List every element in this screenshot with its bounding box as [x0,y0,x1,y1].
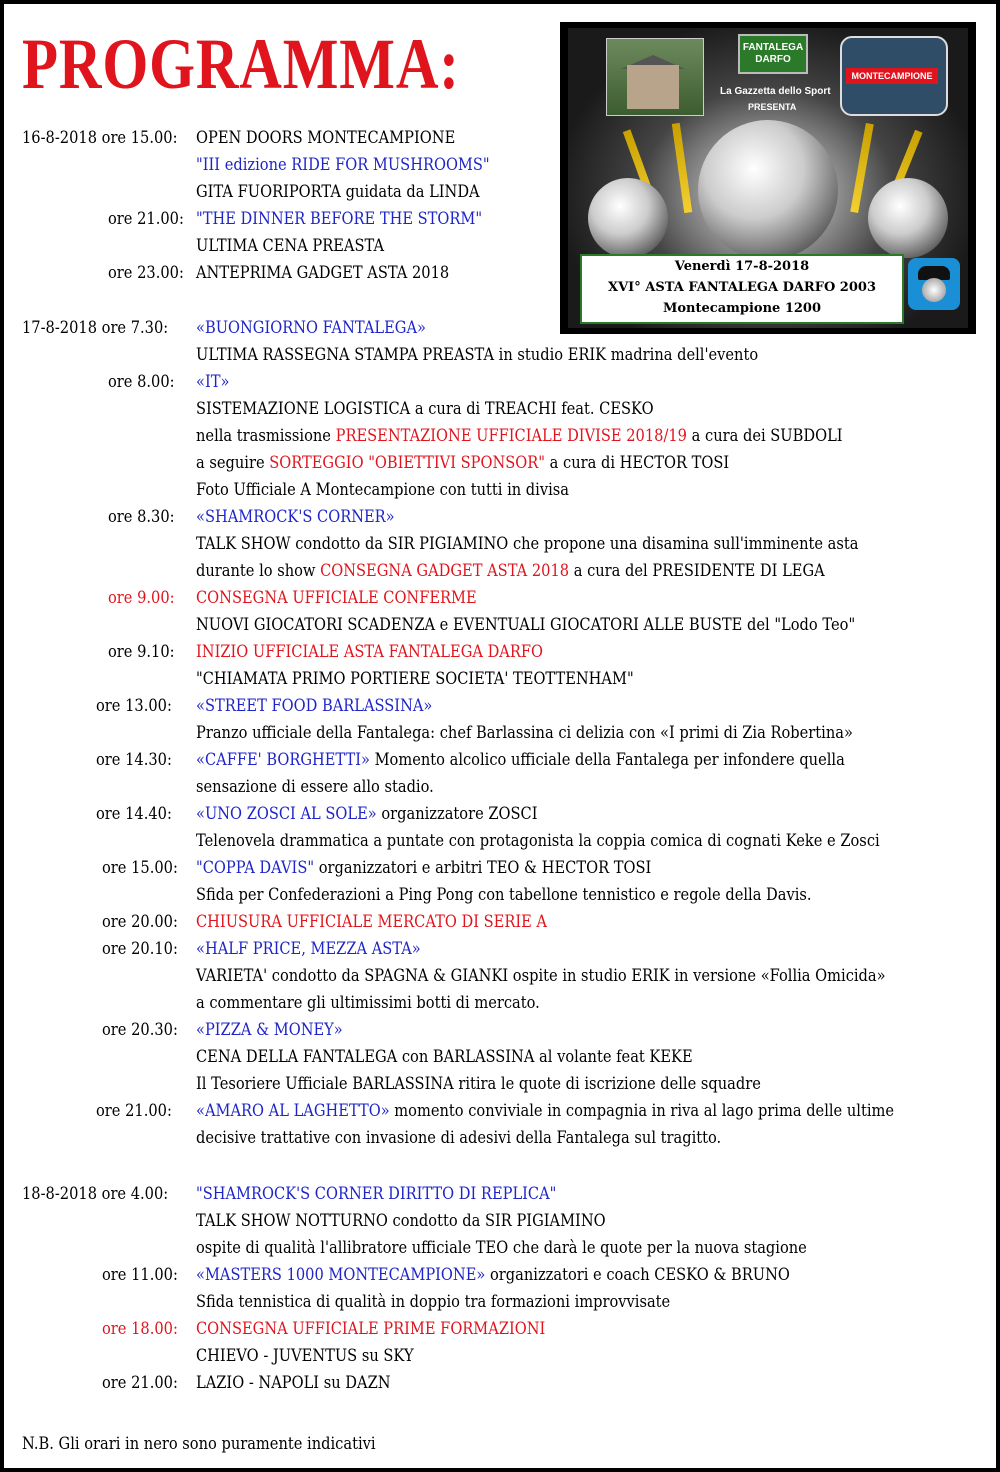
schedule-time: ore 14.40: [96,804,172,824]
schedule-text-segment: ULTIMA RASSEGNA STAMPA PREASTA in studio ERIK madrina dell'evento [196,345,759,365]
schedule-line [196,750,845,770]
schedule-time: ore 8.30: [108,507,175,527]
mascot-avatar [908,258,960,310]
schedule-line [196,993,540,1013]
schedule-line [196,1292,670,1312]
schedule-time: ore 20.10: [102,939,178,959]
schedule-line [196,777,434,797]
schedule-text-segment: CONSEGNA UFFICIALE PRIME FORMAZIONI [196,1319,546,1339]
schedule-text-segment: a commentare gli ultimissimi botti di mercato. [196,993,540,1013]
poster-caption-event: XVI° ASTA FANTALEGA DARFO 2003 [607,280,876,295]
schedule-line [196,507,395,527]
poster-caption [580,254,904,324]
schedule-time: ore 21.00: [96,1101,172,1121]
schedule-text-segment: momento conviviale in compagnia in riva al lago prima delle ultime [389,1101,895,1121]
schedule-line [196,1373,391,1393]
schedule-line [196,669,634,689]
schedule-text-segment: «CAFFE' BORGHETTI» [196,750,370,770]
schedule-line [196,885,812,905]
schedule-text-segment: «MASTERS 1000 MONTECAMPIONE» [196,1265,486,1285]
schedule-line [196,723,853,743]
schedule-text-segment: a seguire [196,453,270,473]
schedule-text-segment: CONSEGNA UFFICIALE CONFERME [196,588,477,608]
schedule-time: 16-8-2018 ore 15.00: [22,128,178,148]
chalet-house [627,65,679,109]
pencil-graphic [672,123,692,213]
montecampione-logo-text: MONTECAMPIONE [846,68,938,84]
schedule-line [196,615,855,635]
football-graphic [868,178,948,258]
schedule-line [196,426,843,446]
schedule-text-segment: ULTIMA CENA PREASTA [196,236,385,256]
schedule-text-segment: organizzatori e coach CESKO & BRUNO [485,1265,790,1285]
schedule-time: ore 21.00: [102,1373,178,1393]
schedule-text-segment: CONSEGNA GADGET ASTA 2018 [320,561,570,581]
schedule-text-segment: «SHAMROCK'S CORNER» [196,507,395,527]
schedule-text-segment: INIZIO UFFICIALE ASTA FANTALEGA DARFO [196,642,543,662]
schedule-time: ore 20.30: [102,1020,178,1040]
schedule-time: ore 18.00: [102,1319,178,1339]
mascot-ball [922,278,946,302]
schedule-time: ore 15.00: [102,858,178,878]
schedule-time: ore 21.00: [108,209,184,229]
schedule-line [196,561,825,581]
poster-caption-place: Montecampione 1200 [662,301,821,316]
schedule-text-segment: Pranzo ufficiale della Fantalega: chef Barlassina ci delizia con «I primi di Zia Robertina» [196,723,853,743]
schedule-text-segment: «UNO ZOSCI AL SOLE» [196,804,377,824]
schedule-text-segment: organizzatore ZOSCI [376,804,538,824]
schedule-time: ore 13.00: [96,696,172,716]
schedule-text-segment: durante lo show [196,561,321,581]
schedule-text-segment: TALK SHOW condotto da SIR PIGIAMINO che propone una disamina sull'imminente asta [196,534,859,554]
schedule-time: ore 9.00: [108,588,175,608]
schedule-line [196,155,490,175]
football-graphic [588,178,668,258]
schedule-time: ore 20.00: [102,912,178,932]
schedule-text-segment: decisive trattative con invasione di adesivi della Fantalega sul tragitto. [196,1128,722,1148]
schedule-text-segment: SORTEGGIO "OBIETTIVI SPONSOR" [269,453,546,473]
schedule-text-segment: CHIUSURA UFFICIALE MERCATO DI SERIE A [196,912,547,932]
schedule-line [196,263,449,283]
schedule-line [196,1346,414,1366]
fantalega-logo: FANTALEGA DARFO [738,34,808,74]
schedule-text-segment: Sfida tennistica di qualità in doppio tra formazioni improvvisate [196,1292,671,1312]
schedule-line [196,1265,790,1285]
page-title: PROGRAMMA: [22,24,460,104]
schedule-text-segment: "THE DINNER BEFORE THE STORM" [196,209,483,229]
schedule-text-segment: NUOVI GIOCATORI SCADENZA e EVENTUALI GIOCATORI ALLE BUSTE del "Lodo Teo" [196,615,856,635]
schedule-line [196,1238,807,1258]
schedule-text-segment: "COPPA DAVIS" [196,858,315,878]
schedule-text-segment: organizzatori e arbitri TEO & HECTOR TOSI [314,858,652,878]
schedule-text-segment: a cura del PRESIDENTE DI LEGA [569,561,825,581]
schedule-text-segment: «HALF PRICE, MEZZA ASTA» [196,939,421,959]
schedule-line [196,939,421,959]
schedule-text-segment: "III edizione RIDE FOR MUSHROOMS" [196,155,490,175]
schedule-text-segment: «AMARO AL LAGHETTO» [196,1101,390,1121]
schedule-time: ore 8.00: [108,372,175,392]
schedule-text-segment: «BUONGIORNO FANTALEGA» [196,318,426,338]
event-poster [560,22,976,334]
schedule-line [196,696,432,716]
schedule-text-segment: GITA FUORIPORTA guidata da LINDA [196,182,480,202]
schedule-text-segment: «PIZZA & MONEY» [196,1020,343,1040]
schedule-line [196,831,880,851]
footer-note: N.B. Gli orari in nero sono puramente indicativi [22,1434,376,1454]
schedule-line [196,318,426,338]
schedule-text-segment: TALK SHOW NOTTURNO condotto da SIR PIGIAMINO [196,1211,606,1231]
gazzetta-logo: La Gazzetta dello Sport [720,86,831,97]
montecampione-logo [840,36,948,116]
schedule-line [196,1020,343,1040]
schedule-text-segment: CENA DELLA FANTALEGA con BARLASSINA al volante feat KEKE [196,1047,693,1067]
schedule-line [196,182,480,202]
football-graphic [698,120,838,260]
schedule-text-segment: ANTEPRIMA GADGET ASTA 2018 [196,263,450,283]
presenta-label: PRESENTA [748,102,797,112]
schedule-time: ore 23.00: [108,263,184,283]
schedule-text-segment: Telenovela drammatica a puntate con protagonista la coppia comica di cognati Keke e Zosci [196,831,880,851]
schedule-line [196,1128,721,1148]
schedule-time: 18-8-2018 ore 4.00: [22,1184,169,1204]
schedule-text-segment: Sfida per Confederazioni a Ping Pong con tabellone tennistico e regole della Davis. [196,885,812,905]
schedule-text-segment: «STREET FOOD BARLASSINA» [196,696,433,716]
schedule-text-segment: OPEN DOORS MONTECAMPIONE [196,128,456,148]
schedule-text-segment: Foto Ufficiale A Montecampione con tutti in divisa [196,480,569,500]
schedule-line [196,588,477,608]
schedule-text-segment: CHIEVO - JUVENTUS su SKY [196,1346,414,1366]
schedule-line [196,1319,545,1339]
schedule-text-segment: VARIETA' condotto da SPAGNA & GIANKI ospite in studio ERIK in versione «Follia Omicida» [196,966,886,986]
schedule-time: ore 9.10: [108,642,175,662]
schedule-line [196,534,858,554]
schedule-line [196,128,455,148]
schedule-time: ore 11.00: [102,1265,178,1285]
pencil-graphic [850,123,874,213]
schedule-text-segment: LAZIO - NAPOLI su DAZN [196,1373,391,1393]
schedule-text-segment: «IT» [196,372,230,392]
schedule-line [196,1047,693,1067]
schedule-text-segment: Momento alcolico ufficiale della Fantalega per infondere quella [369,750,845,770]
schedule-line [196,399,654,419]
chalet-photo [606,38,704,116]
schedule-text-segment: "CHIAMATA PRIMO PORTIERE SOCIETA' TEOTTENHAM" [196,669,634,689]
schedule-text-segment: sensazione di essere allo stadio. [196,777,434,797]
schedule-line [196,912,547,932]
schedule-line [196,804,538,824]
schedule-time: ore 14.30: [96,750,172,770]
schedule-line [196,209,482,229]
schedule-line [196,236,384,256]
schedule-text-segment: nella trasmissione [196,426,336,446]
schedule-text-segment: "SHAMROCK'S CORNER DIRITTO DI REPLICA" [196,1184,557,1204]
schedule-text-segment: a cura dei SUBDOLI [686,426,843,446]
schedule-line [196,966,886,986]
schedule-text-segment: a cura di HECTOR TOSI [545,453,730,473]
schedule-line [196,1211,606,1231]
schedule-line [196,1101,894,1121]
schedule-line [196,642,543,662]
schedule-line [196,372,229,392]
schedule-line [196,480,569,500]
schedule-time: 17-8-2018 ore 7.30: [22,318,169,338]
schedule-line [196,453,729,473]
schedule-text-segment: ospite di qualità l'allibratore ufficiale TEO che darà le quote per la nuova stagione [196,1238,807,1258]
schedule-line [196,858,651,878]
schedule-line [196,345,758,365]
schedule-text-segment: PRESENTAZIONE UFFICIALE DIVISE 2018/19 [335,426,687,446]
poster-artwork [568,28,968,328]
schedule-line [196,1184,556,1204]
poster-caption-date: Venerdì 17-8-2018 [674,259,810,274]
schedule-text-segment: Il Tesoriere Ufficiale BARLASSINA ritira le quote di iscrizione delle squadre [196,1074,761,1094]
schedule-text-segment: SISTEMAZIONE LOGISTICA a cura di TREACHI feat. CESKO [196,399,654,419]
schedule-line [196,1074,761,1094]
